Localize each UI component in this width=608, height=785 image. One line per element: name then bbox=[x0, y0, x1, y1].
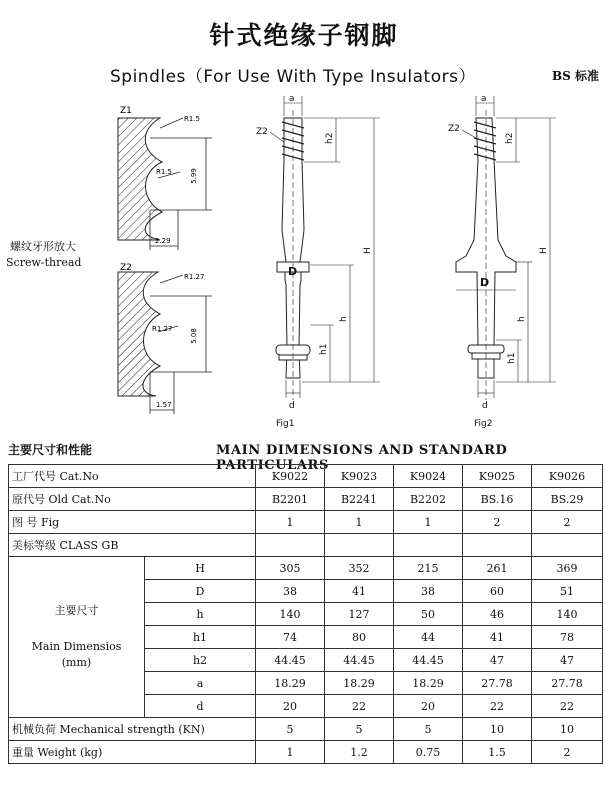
table-cell: K9023 bbox=[325, 465, 394, 488]
dim-name: a bbox=[145, 672, 256, 695]
table-row-cat bbox=[9, 465, 603, 488]
page-subtitle: Spindles（For Use With Type Insulators） bbox=[110, 67, 476, 87]
table-cell: 44 bbox=[394, 626, 463, 649]
table-cell: 261 bbox=[463, 557, 532, 580]
fig-label: 图 号 Fig bbox=[9, 511, 256, 534]
dim-name: H bbox=[145, 557, 256, 580]
fig1-dim-D: D bbox=[288, 265, 298, 278]
table-cell: K9025 bbox=[463, 465, 532, 488]
fig2-dim-h2: h2 bbox=[505, 132, 515, 144]
table-cell: 47 bbox=[532, 649, 603, 672]
table-cell: 20 bbox=[256, 695, 325, 718]
table-cell: 41 bbox=[463, 626, 532, 649]
section-title-en: MAIN DIMENSIONS AND STANDARD PARTICULARS bbox=[216, 443, 508, 473]
thread-label-en: Screw-thread bbox=[6, 256, 82, 269]
fig2-dim-h1: h1 bbox=[507, 352, 517, 364]
table-cell: 44.45 bbox=[394, 649, 463, 672]
z2-label: Z2 bbox=[120, 263, 132, 273]
table-cell: 1 bbox=[325, 511, 394, 534]
table-cell: 140 bbox=[532, 603, 603, 626]
z2-depth: 1.57 bbox=[156, 401, 172, 409]
table-cell: 18.29 bbox=[325, 672, 394, 695]
table-row-mech bbox=[9, 718, 603, 741]
table-row-dim-H bbox=[9, 557, 603, 580]
fig2-dim-H: H bbox=[539, 247, 549, 254]
table-cell: 2 bbox=[532, 741, 603, 764]
table-cell: 215 bbox=[394, 557, 463, 580]
class-label: 美标等级 CLASS GB bbox=[9, 534, 256, 557]
section-title-cn: 主要尺寸和性能 bbox=[8, 443, 93, 457]
table-cell bbox=[532, 534, 603, 557]
table-cell: 51 bbox=[532, 580, 603, 603]
table-cell: 22 bbox=[532, 695, 603, 718]
table-cell: 60 bbox=[463, 580, 532, 603]
table-cell: 22 bbox=[325, 695, 394, 718]
fig1-dim-a: a bbox=[289, 94, 295, 104]
dim-name: d bbox=[145, 695, 256, 718]
table-cell bbox=[325, 534, 394, 557]
table-cell: K9022 bbox=[256, 465, 325, 488]
technical-drawing bbox=[0, 88, 608, 433]
table-cell: 80 bbox=[325, 626, 394, 649]
weight-label: 重量 Weight (kg) bbox=[9, 741, 256, 764]
table-cell: 352 bbox=[325, 557, 394, 580]
table-cell: 140 bbox=[256, 603, 325, 626]
table-cell: K9024 bbox=[394, 465, 463, 488]
table-row-fig bbox=[9, 511, 603, 534]
fig2-z2-label: Z2 bbox=[448, 124, 460, 134]
fig1-dim-d: d bbox=[289, 401, 295, 411]
table-row-class bbox=[9, 534, 603, 557]
table-cell: 5 bbox=[325, 718, 394, 741]
table-cell: 1 bbox=[256, 511, 325, 534]
dim-name: h1 bbox=[145, 626, 256, 649]
cat-label: 工厂代号 Cat.No bbox=[9, 465, 256, 488]
z2-radius-bottom: R1.27 bbox=[152, 325, 173, 333]
table-cell: 1.2 bbox=[325, 741, 394, 764]
table-cell: 2 bbox=[532, 511, 603, 534]
table-cell bbox=[256, 534, 325, 557]
table-cell: BS.16 bbox=[463, 488, 532, 511]
table-row-weight bbox=[9, 741, 603, 764]
table-cell: 305 bbox=[256, 557, 325, 580]
table-cell: 47 bbox=[463, 649, 532, 672]
fig1-dim-h: h bbox=[339, 316, 349, 322]
table-cell: 10 bbox=[463, 718, 532, 741]
table-cell: 41 bbox=[325, 580, 394, 603]
table-cell: 46 bbox=[463, 603, 532, 626]
table-cell: 5 bbox=[394, 718, 463, 741]
table-cell bbox=[394, 534, 463, 557]
table-cell: B2241 bbox=[325, 488, 394, 511]
table-cell: B2201 bbox=[256, 488, 325, 511]
main-dimensions-label bbox=[9, 557, 145, 718]
table-cell bbox=[463, 534, 532, 557]
fig1-z2-label: Z2 bbox=[256, 127, 268, 137]
table-cell: 50 bbox=[394, 603, 463, 626]
dim-label-en: Main Dimensios bbox=[31, 640, 122, 653]
page-title: 针式绝缘子钢脚 bbox=[209, 21, 399, 50]
fig1-dim-h2: h2 bbox=[325, 132, 335, 144]
fig2-dim-D: D bbox=[480, 276, 490, 289]
table-cell: 20 bbox=[394, 695, 463, 718]
fig2-caption: Fig2 bbox=[474, 419, 493, 429]
table-cell: 22 bbox=[463, 695, 532, 718]
fig2-dim-h: h bbox=[517, 316, 527, 322]
table-cell: 27.78 bbox=[463, 672, 532, 695]
mech-label: 机械负荷 Mechanical strength (KN) bbox=[9, 718, 256, 741]
table-cell: 127 bbox=[325, 603, 394, 626]
table-cell: 0.75 bbox=[394, 741, 463, 764]
dim-label-unit: (mm) bbox=[61, 656, 92, 669]
table-cell: 2 bbox=[463, 511, 532, 534]
table-cell: 44.45 bbox=[256, 649, 325, 672]
table-cell: 1.5 bbox=[463, 741, 532, 764]
table-cell: 1 bbox=[394, 511, 463, 534]
z1-label: Z1 bbox=[120, 106, 132, 116]
z1-pitch: 5.99 bbox=[190, 168, 198, 184]
table-cell: 74 bbox=[256, 626, 325, 649]
dim-name: h2 bbox=[145, 649, 256, 672]
old-label: 原代号 Old Cat.No bbox=[9, 488, 256, 511]
z1-radius-top: R1.5 bbox=[184, 115, 200, 123]
table-cell: 38 bbox=[256, 580, 325, 603]
z2-pitch: 5.08 bbox=[190, 328, 198, 344]
table-cell: 18.29 bbox=[256, 672, 325, 695]
dim-name: D bbox=[145, 580, 256, 603]
table-cell: 38 bbox=[394, 580, 463, 603]
thread-detail-z1 bbox=[118, 106, 212, 250]
thread-label-cn: 螺纹牙形放大 bbox=[10, 240, 76, 253]
z1-depth: 2.29 bbox=[155, 237, 171, 245]
table-cell: 27.78 bbox=[532, 672, 603, 695]
fig2-dim-a: a bbox=[481, 94, 487, 104]
dim-label-cn: 主要尺寸 bbox=[54, 604, 99, 617]
table-row-old bbox=[9, 488, 603, 511]
fig2-dim-d: d bbox=[482, 401, 488, 411]
table-cell: 44.45 bbox=[325, 649, 394, 672]
z2-radius-top: R1.27 bbox=[184, 273, 205, 281]
table-cell: K9026 bbox=[532, 465, 603, 488]
table-cell: 10 bbox=[532, 718, 603, 741]
fig1-dim-h1: h1 bbox=[319, 343, 329, 355]
z1-radius-bottom: R1.5 bbox=[156, 168, 172, 176]
table-cell: 5 bbox=[256, 718, 325, 741]
fig1-dim-H: H bbox=[363, 247, 373, 254]
dim-name: h bbox=[145, 603, 256, 626]
fig1-labels bbox=[256, 94, 373, 429]
table-cell: 18.29 bbox=[394, 672, 463, 695]
table-cell: 369 bbox=[532, 557, 603, 580]
fig1-caption: Fig1 bbox=[276, 419, 295, 429]
table-cell: 1 bbox=[256, 741, 325, 764]
table-cell: BS.29 bbox=[532, 488, 603, 511]
table-cell: B2202 bbox=[394, 488, 463, 511]
thread-detail-z2 bbox=[118, 263, 212, 414]
standard-label: BS 标准 bbox=[552, 69, 599, 83]
spec-table bbox=[8, 464, 603, 764]
table-cell: 78 bbox=[532, 626, 603, 649]
